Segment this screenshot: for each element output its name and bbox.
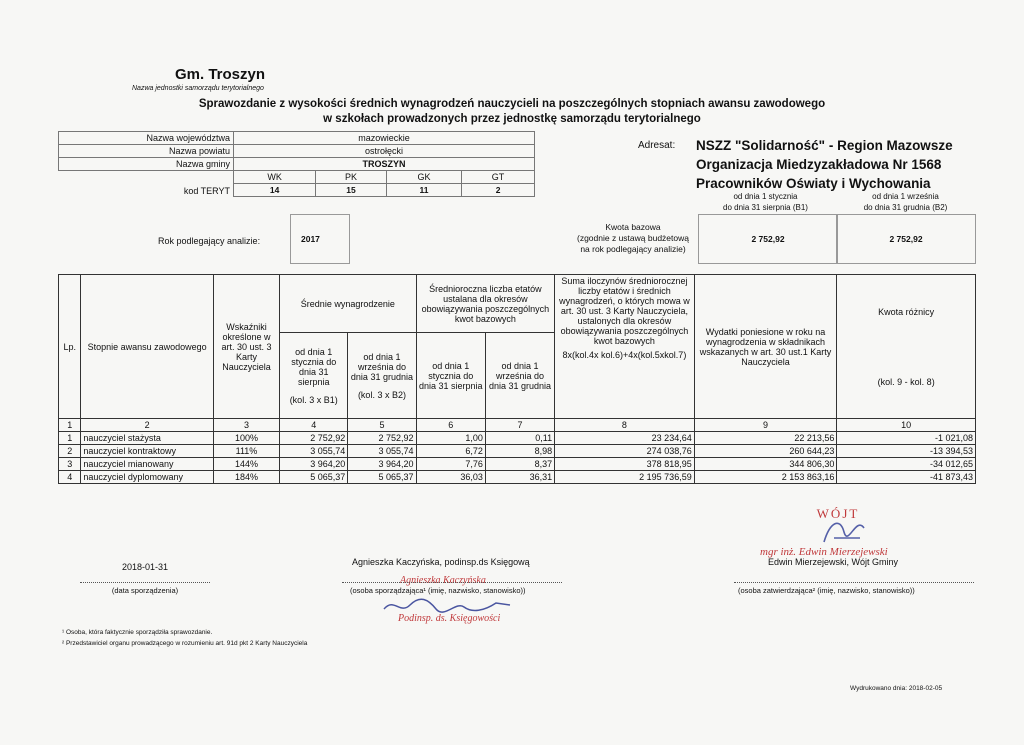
teryt-label: kod TERYT [183,185,230,196]
colnum-6: 6 [416,419,485,432]
county-label: Nazwa powiatu [59,145,234,158]
year-label: Rok podlegający analizie: [158,236,261,246]
colnum-8: 8 [555,419,695,432]
row-roz: -13 394,53 [837,445,976,458]
approver-line [734,582,974,583]
row-wsk: 144% [213,458,279,471]
period-b2-from: od dnia 1 września [872,192,939,201]
footnote-2: ² Przedstawiciel organu prowadzącego w rozumieniu art. 91d pkt 2 Karty Nauczyciela [62,640,308,647]
row-e1: 7,76 [416,458,485,471]
base-b1-value: 2 752,92 [751,234,785,244]
row-e1: 6,72 [416,445,485,458]
preparer-stamp-title: Podinsp. ds. Księgowości [398,613,501,624]
row-e2: 8,37 [485,458,554,471]
row-lp: 1 [59,432,81,445]
row-wsk: 184% [213,471,279,484]
header-stopnie: Stopnie awansu zawodowego [81,275,213,419]
row-s2: 3 055,74 [348,445,416,458]
teryt-header-gt: GT [462,171,535,184]
region-table [58,131,535,197]
teryt-header-gk: GK [386,171,461,184]
table-row [59,432,976,445]
teryt-header-wk: WK [234,171,316,184]
colnum-1: 1 [59,419,81,432]
row-lp: 2 [59,445,81,458]
preparer-stamp-name: Agnieszka Kaczyńska [400,575,486,586]
row-s2: 5 065,37 [348,471,416,484]
base-b2-box [836,214,976,264]
date-line [80,582,210,583]
row-suma: 378 818,95 [555,458,695,471]
approver-caption: (osoba zatwierdzająca² (imię, nazwisko, stanowisko)) [738,586,915,595]
teryt-gt: 2 [462,184,535,197]
addressee-label: Adresat: [638,140,676,151]
row-wyd: 260 644,23 [694,445,837,458]
row-wsk: 100% [213,432,279,445]
header-wydatki: Wydatki poniesione w roku na wynagrodzenia w składnikach wskazanych w art. 30 ust.1 Karty Nauczyciela [694,275,837,419]
row-suma: 2 195 736,59 [555,471,695,484]
printed-date: Wydrukowano dnia: 2018-02-05 [850,685,943,692]
period-b1-to: do dnia 31 sierpnia (B1) [723,203,808,212]
row-suma: 274 038,76 [555,445,695,458]
header-srednie: Średnie wynagrodzenie [280,275,417,333]
gmina-name: Gm. Troszyn [175,66,266,83]
report-date: 2018-01-31 [122,562,169,572]
approver-stamp-name: mgr inż. Edwin Mierzejewski [760,546,888,558]
table-row [59,445,976,458]
row-wyd: 22 213,56 [694,432,837,445]
footnote-1: ¹ Osoba, która faktycznie sporządziła sprawozdanie. [62,629,213,636]
header-lp: Lp. [59,275,81,419]
base-amount-label [558,222,708,255]
header-sr-b2-note: (kol. 3 x B2) [357,389,406,400]
row-roz: -34 012,65 [837,458,976,471]
base-b2-value: 2 752,92 [889,234,923,244]
commune-label: Nazwa gminy [59,158,234,171]
header-roznica-text: Kwota różnicy [878,306,935,317]
row-wsk: 111% [213,445,279,458]
colnum-2: 2 [81,419,213,432]
row-wyd: 344 806,30 [694,458,837,471]
row-roz: -41 873,43 [837,471,976,484]
row-suma: 23 234,64 [555,432,695,445]
header-sr-b2 [348,333,416,419]
colnum-5: 5 [348,419,416,432]
row-e2: 0,11 [485,432,554,445]
salary-table [58,274,976,484]
commune-value: TROSZYN [234,158,535,171]
row-s2: 3 964,20 [348,458,416,471]
header-sr-b2-text: od dnia 1 września do dnia 31 grudnia [350,351,413,382]
county-value: ostrołęcki [234,145,535,158]
row-stopien: nauczyciel mianowany [81,458,213,471]
row-stopien: nauczyciel dyplomowany [81,471,213,484]
gmina-caption: Nazwa jednostki samorządu terytorialnego [132,85,264,92]
report-title-line2: w szkołach prowadzonych przez jednostkę samorządu terytorialnego [323,113,701,125]
table-row [59,471,976,484]
approver-stamp-title: WÓJT [816,506,860,521]
header-sr-b1-note: (kol. 3 x B1) [289,394,338,405]
row-s1: 3 964,20 [280,458,348,471]
row-e2: 8,98 [485,445,554,458]
row-s1: 5 065,37 [280,471,348,484]
voivodeship-value: mazowieckie [234,132,535,145]
period-b2-to: do dnia 31 grudnia (B2) [863,203,948,212]
base-label-3: na rok podlegający analizie) [580,244,686,254]
colnum-9: 9 [694,419,837,432]
year-value: 2017 [301,234,320,244]
header-et-b1: od dnia 1 stycznia do dnia 31 sierpnia [416,333,485,419]
teryt-wk: 14 [234,184,316,197]
addressee-line2: Organizacja Miedzyzakładowa Nr 1568 [696,157,942,172]
header-sr-b1 [280,333,348,419]
header-etaty: Średnioroczna liczba etatów ustalana dla okresów obowiązywania poszczególnych kwot bazowych [416,275,555,333]
colnum-4: 4 [280,419,348,432]
row-s2: 2 752,92 [348,432,416,445]
base-label-1: Kwota bazowa [605,222,661,232]
header-wskazniki: Wskaźniki określone w art. 30 ust. 3 Karty Nauczyciela [213,275,279,419]
row-stopien: nauczyciel kontraktowy [81,445,213,458]
date-caption: (data sporządzenia) [111,586,179,595]
row-e2: 36,31 [485,471,554,484]
row-wyd: 2 153 863,16 [694,471,837,484]
preparer-name: Agnieszka Kaczyńska, podinsp.ds Księgową [352,557,530,567]
row-s1: 2 752,92 [280,432,348,445]
approver-signature [820,512,870,550]
period-b1-from: od dnia 1 stycznia [733,192,798,201]
voivodeship-label: Nazwa województwa [59,132,234,145]
row-e1: 36,03 [416,471,485,484]
row-lp: 3 [59,458,81,471]
row-s1: 3 055,74 [280,445,348,458]
teryt-gk: 11 [386,184,461,197]
preparer-caption: (osoba sporządzająca¹ (imię, nazwisko, stanowisko)) [350,586,526,595]
header-suma-text: Suma iloczynów średniorocznej liczby etatów i średnich wynagrodzeń, o których mowa w art. 30 ust. 3 Karty Nauczyciela, ustalonych dla okresów obowiązywania poszczególnych kwot bazowych [559,276,690,346]
base-label-2: (zgodnie z ustawą budżetową [577,233,689,243]
colnum-3: 3 [213,419,279,432]
header-et-b2: od dnia 1 września do dnia 31 grudnia [485,333,554,419]
row-lp: 4 [59,471,81,484]
colnum-10: 10 [837,419,976,432]
table-row [59,458,976,471]
teryt-pk: 15 [316,184,387,197]
report-title-line1: Sprawozdanie z wysokości średnich wynagrodzeń nauczycieli na poszczególnych stopniach awansu zawodowego [198,98,826,110]
year-box [290,214,350,264]
preparer-line [342,582,562,583]
addressee-line3: Pracowników Oświaty i Wychowania [696,176,931,191]
colnum-7: 7 [485,419,554,432]
teryt-header-pk: PK [316,171,387,184]
header-suma [555,275,695,419]
row-stopien: nauczyciel stażysta [81,432,213,445]
approver-name: Edwin Mierzejewski, Wójt Gminy [768,557,899,567]
addressee-line1: NSZZ "Solidarność" - Region Mazowsze [696,138,953,153]
header-sr-b1-text: od dnia 1 stycznia do dnia 31 sierpnia [291,346,337,387]
header-roznica [837,275,976,419]
row-roz: -1 021,08 [837,432,976,445]
row-e1: 1,00 [416,432,485,445]
header-suma-note: 8x(kol.4x kol.6)+4x(kol.5xkol.7) [562,350,687,360]
header-roznica-note: (kol. 9 - kol. 8) [877,376,935,387]
base-b1-box [698,214,838,264]
